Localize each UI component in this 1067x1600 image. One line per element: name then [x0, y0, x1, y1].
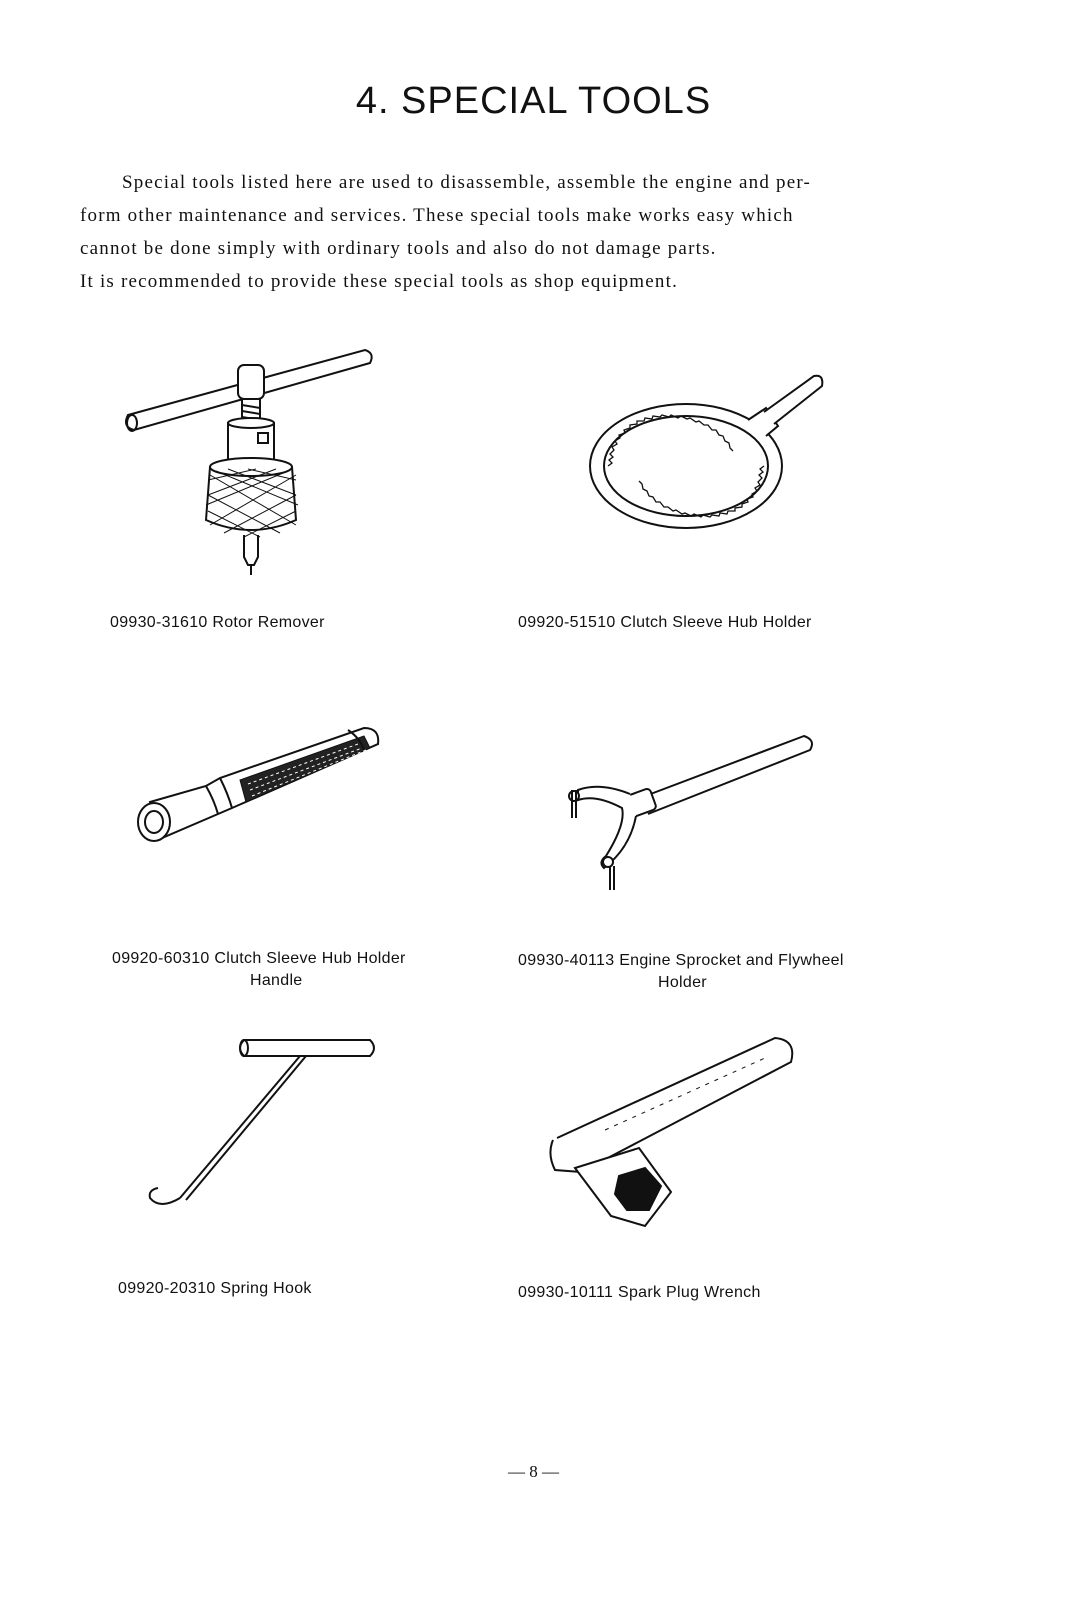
tool-name: Engine Sprocket and Flywheel — [619, 952, 844, 969]
page-title: 4. SPECIAL TOOLS — [355, 80, 712, 122]
tool-code: 09920-60310 — [112, 950, 210, 967]
page-number: — 8 — — [508, 1462, 559, 1481]
tool-name: Spring Hook — [220, 1280, 312, 1297]
holder-handle-icon — [128, 720, 388, 850]
intro-line: Special tools listed here are used to disassemble, assemble the engine and per- — [122, 172, 812, 193]
tool-name: Spark Plug Wrench — [618, 1284, 761, 1301]
clutch-sleeve-hub-holder-icon — [588, 368, 833, 538]
intro-paragraph — [80, 166, 950, 298]
tool-code: 09930-31610 — [110, 614, 208, 631]
tool-code: 09930-10111 — [518, 1284, 614, 1301]
spring-hook-icon — [140, 1030, 380, 1220]
intro-line: It is recommended to provide these special tools as shop equipment. — [80, 271, 679, 292]
intro-line: cannot be done simply with ordinary tools and also do not damage parts. — [80, 238, 717, 259]
tool-code: 09930-40113 — [518, 952, 615, 969]
tool-code: 09920-51510 — [518, 614, 616, 631]
tool-name-continued: Holder — [658, 974, 707, 991]
rotor-remover-icon — [120, 335, 385, 595]
tool-caption-spark-plug-wrench — [518, 1282, 761, 1304]
tool-name: Clutch Sleeve Hub Holder — [620, 614, 812, 631]
tool-caption-holder-handle — [112, 948, 406, 992]
spark-plug-wrench-icon — [545, 1030, 805, 1230]
tool-name-continued: Handle — [250, 972, 303, 989]
tool-caption-sprocket-holder — [518, 950, 844, 994]
tool-name: Rotor Remover — [212, 614, 325, 631]
intro-line: form other maintenance and services. These special tools make works easy which — [80, 205, 794, 226]
tool-name: Clutch Sleeve Hub Holder — [214, 950, 406, 967]
sprocket-holder-icon — [560, 728, 822, 898]
tool-caption-clutch-sleeve-hub-holder — [518, 612, 812, 634]
tool-caption-rotor-remover — [110, 612, 325, 634]
tool-code: 09920-20310 — [118, 1280, 216, 1297]
tool-caption-spring-hook — [118, 1278, 312, 1300]
